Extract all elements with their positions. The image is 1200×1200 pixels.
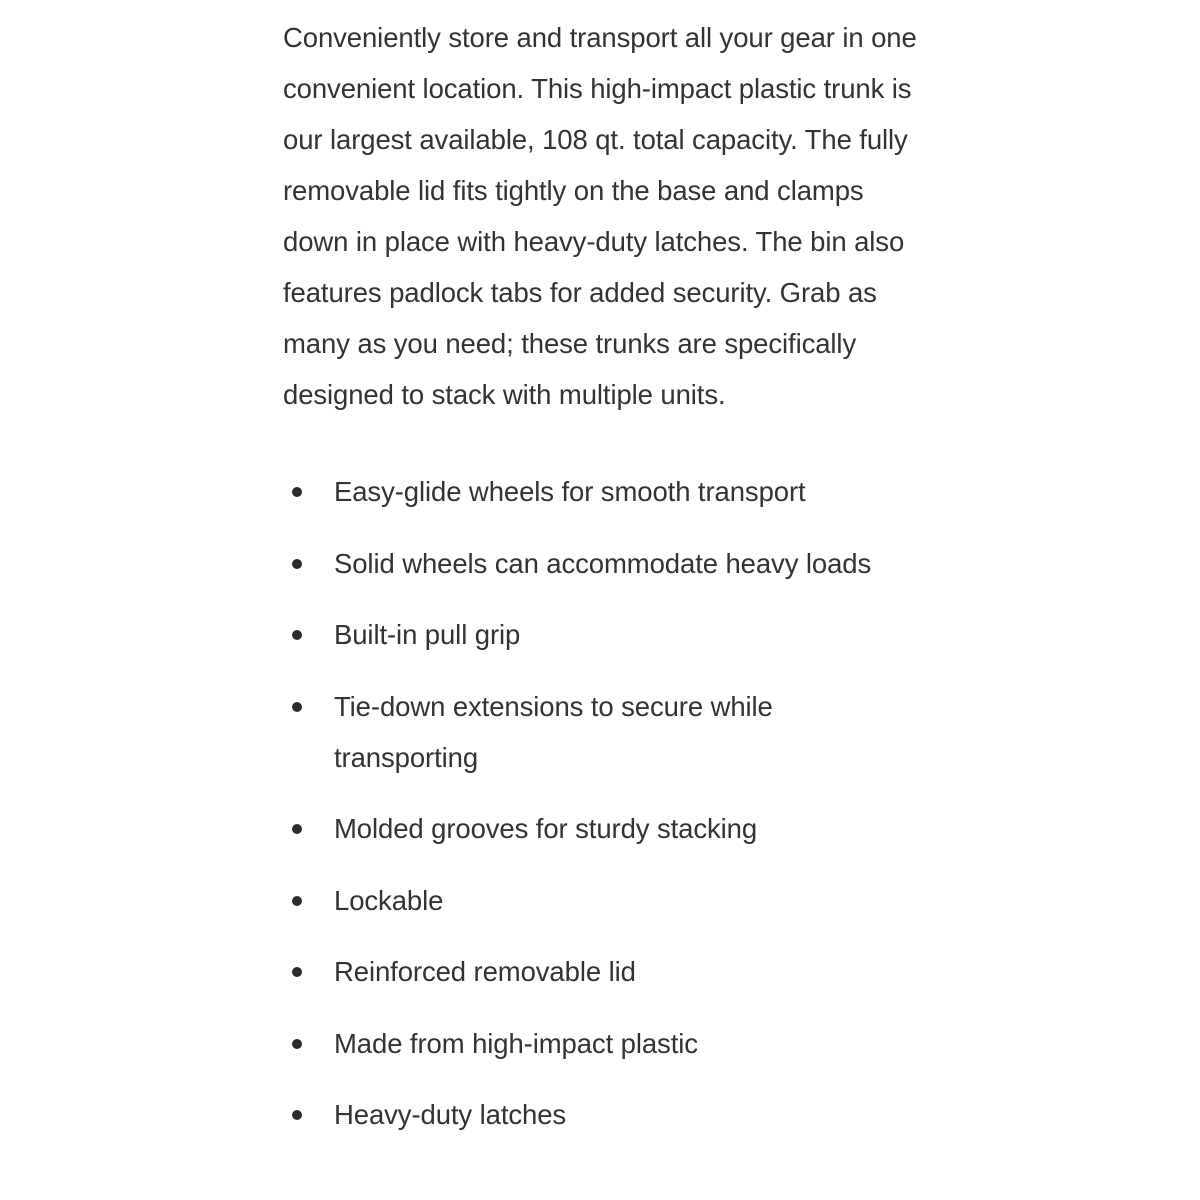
bullet-icon: [292, 967, 302, 977]
bullet-icon: [292, 559, 302, 569]
bullet-icon: [292, 1110, 302, 1120]
feature-item: [283, 875, 923, 926]
feature-label: Molded grooves for sturdy stacking: [334, 813, 758, 844]
feature-label: Heavy-duty latches: [334, 1099, 567, 1130]
feature-item: [283, 946, 923, 997]
feature-list: [283, 466, 923, 1140]
bullet-icon: [292, 824, 302, 834]
feature-item: [283, 538, 923, 589]
bullet-icon: [292, 1039, 302, 1049]
feature-item: [283, 1018, 923, 1069]
bullet-icon: [292, 630, 302, 640]
feature-item: [283, 803, 923, 854]
feature-item: [283, 1089, 923, 1140]
bullet-icon: [292, 702, 302, 712]
bullet-icon: [292, 487, 302, 497]
feature-item: [283, 681, 923, 783]
feature-label: Made from high-impact plastic: [334, 1027, 698, 1059]
feature-label: Tie-down extensions to secure while transporting: [334, 690, 773, 773]
feature-label: Easy-glide wheels for smooth transport: [334, 476, 806, 507]
feature-label: Reinforced removable lid: [334, 956, 636, 987]
feature-label: Solid wheels can accommodate heavy loads: [334, 547, 872, 579]
feature-label: Built-in pull grip: [334, 619, 521, 650]
feature-label: Lockable: [334, 884, 444, 916]
feature-item: [283, 466, 923, 517]
bullet-icon: [292, 896, 302, 906]
product-description: Conveniently store and transport all your gear in one convenient location. This high-impact plastic trunk is our largest available, 108 qt. total capacity. The fully removable lid fits tightly on the base and clamps down in place with heavy-duty latches. The bin also features padlock tabs for added security. Grab as many as you need; these trunks are specifically designed to stack with multiple units.: [283, 22, 917, 410]
feature-item: [283, 609, 923, 660]
product-description-section: [283, 12, 923, 1161]
